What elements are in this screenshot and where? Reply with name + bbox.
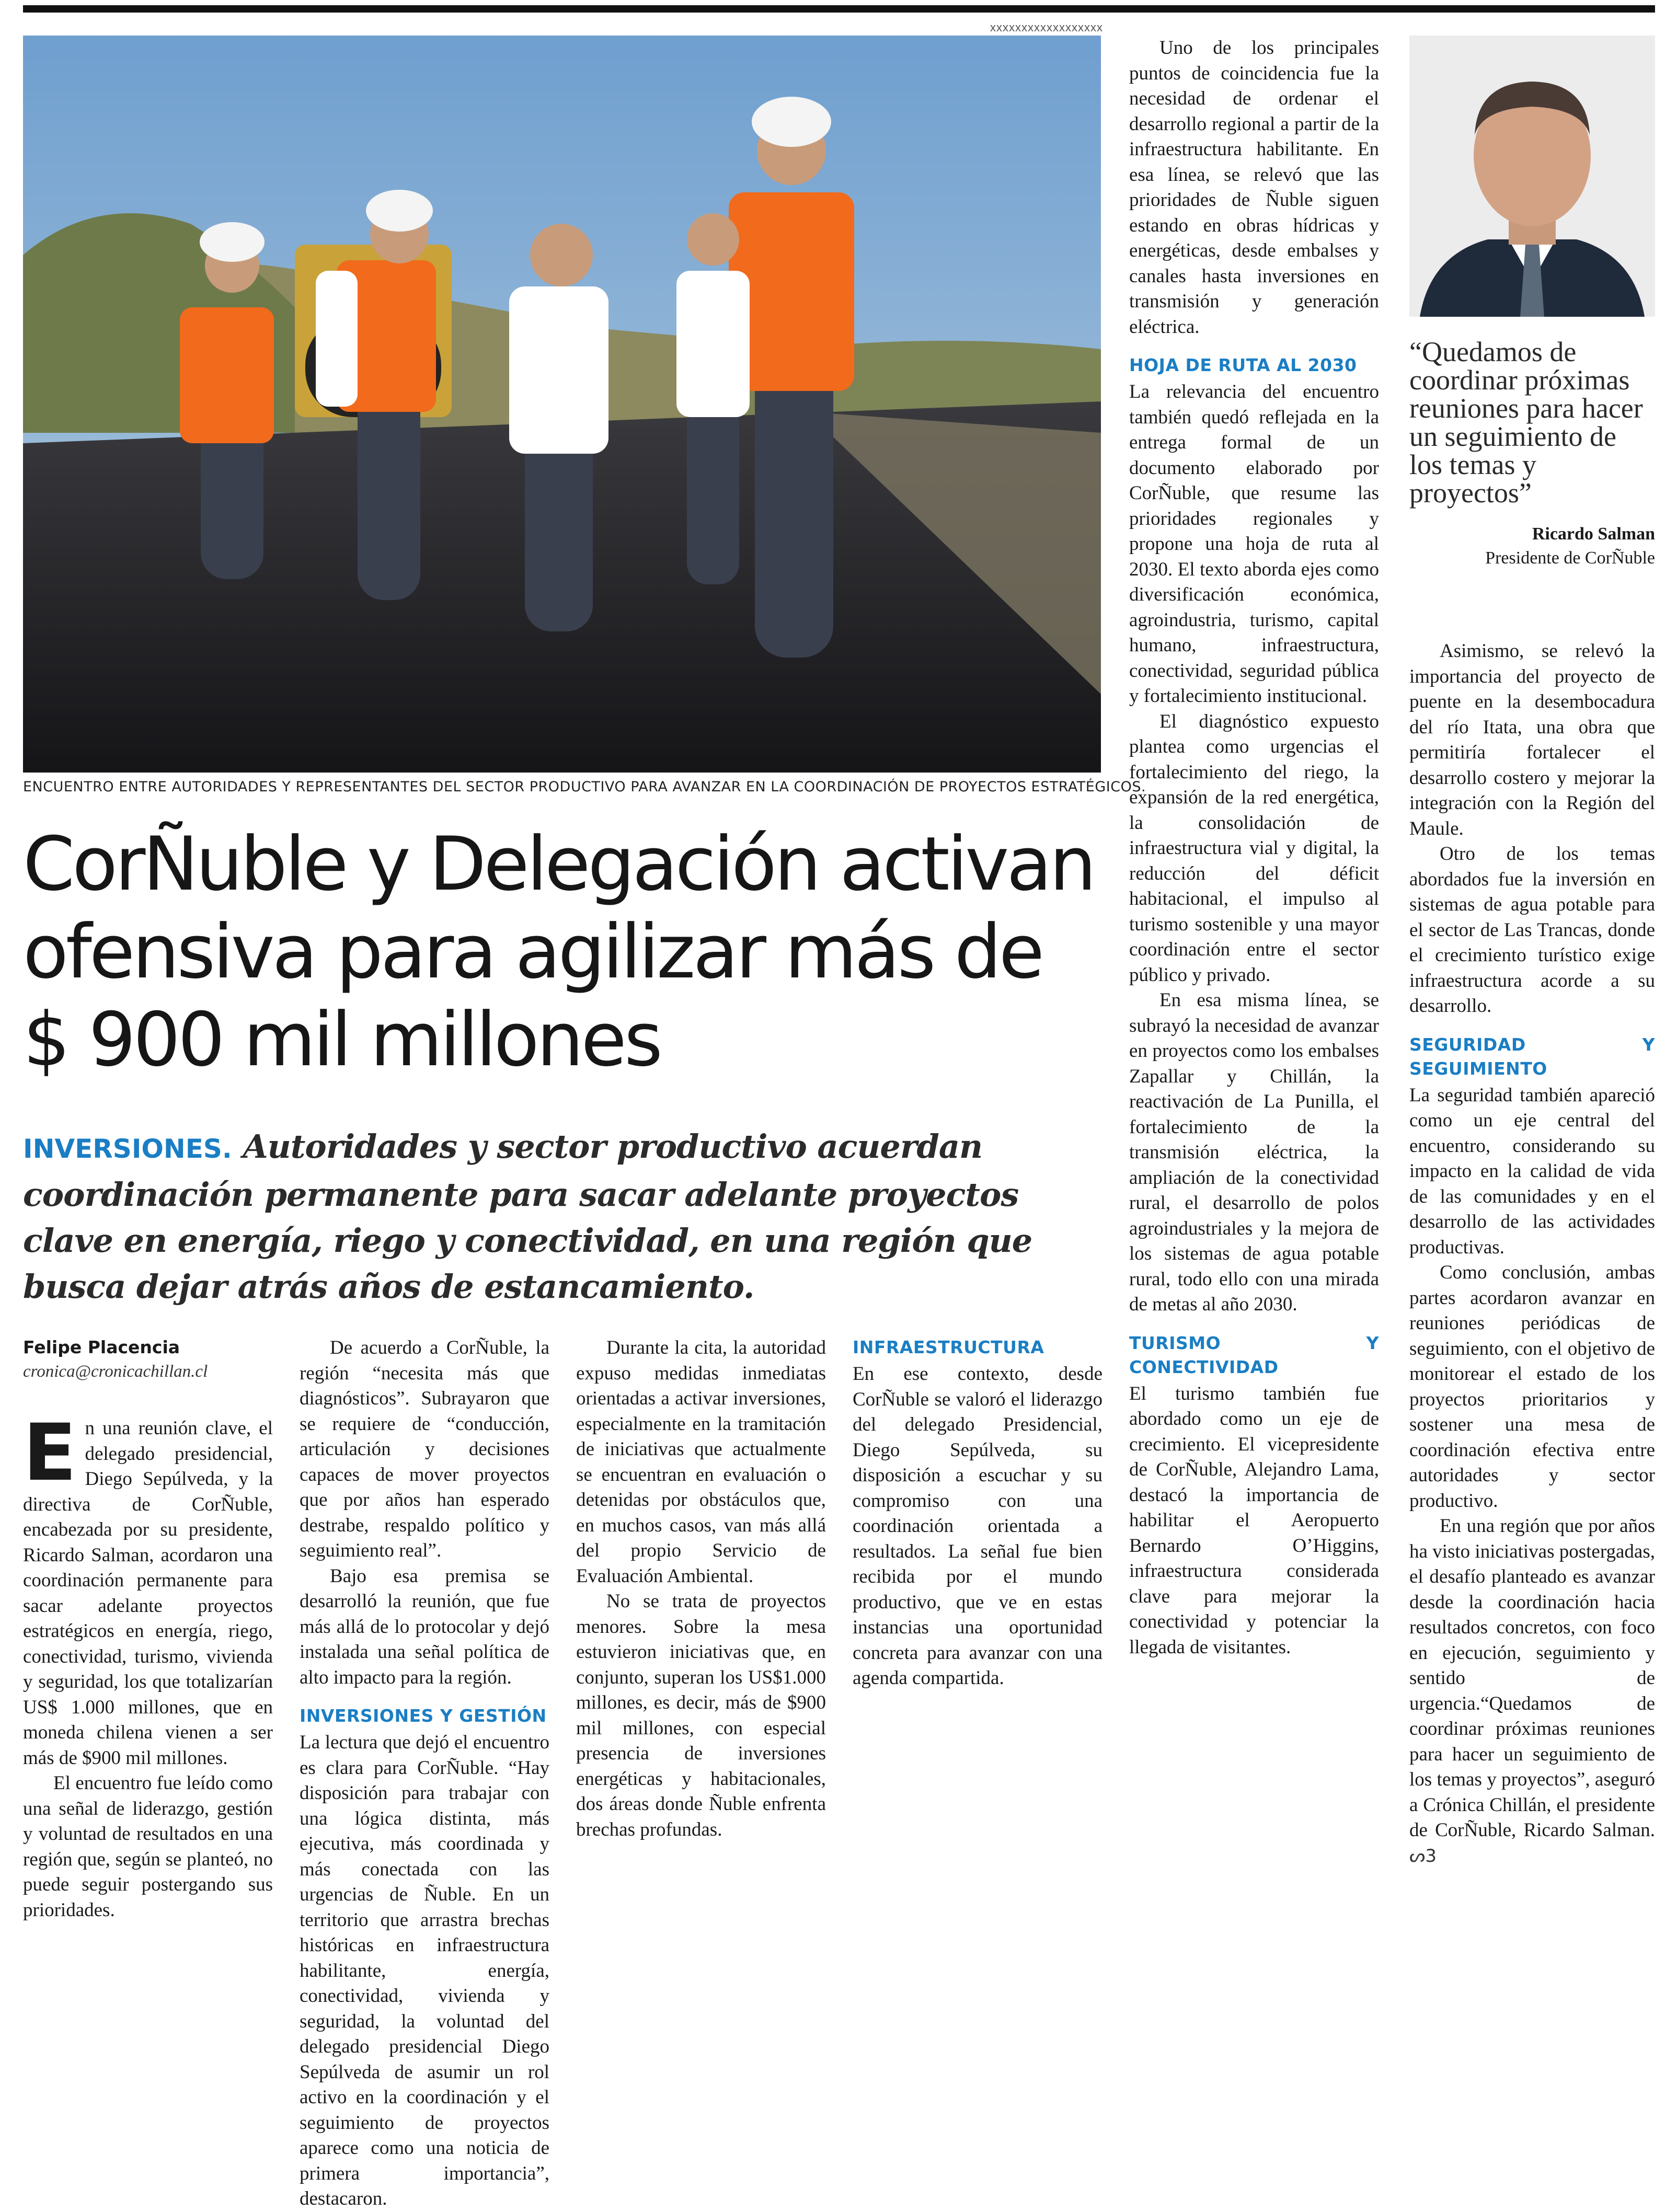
- byline-email: cronica@cronicachillan.cl: [23, 1362, 208, 1381]
- portrait-photo: [1409, 36, 1655, 317]
- deck: [23, 1124, 1069, 1310]
- paragraph: Asimismo, se relevó la importancia del proyecto de puente en la desembocadura del río Itata, una obra que permitiría fortalecer el desarrollo costero y mejorar la integración con la Región del Maule.: [1409, 640, 1655, 839]
- subhead-seguridad: SEGURIDAD Y SEGUIMIENTO: [1409, 1034, 1655, 1079]
- quote-role: Presidente de CorÑuble: [1485, 548, 1655, 568]
- paragraph: En una región que por años ha visto iniciativas postergadas, el desafío planteado es avanzar desde la coordinación hacia resultados concretos, con foco en ejecución, seguimiento y sentido de urgencia.“Quedamos de coordinar próximas reuniones para hacer un seguimiento de los temas y proyectos”, aseguró a Crónica Chillán, el presidente de CorÑuble, Ricardo Salman. ᔕ3: [1409, 1515, 1655, 1867]
- subhead-inversiones: INVERSIONES Y GESTIÓN: [300, 1706, 547, 1726]
- paragraph: La relevancia del encuentro también quedó reflejada en la entrega formal de un documento elaborado por CorÑuble, que resume las prioridades regionales y propone una hoja de ruta al 2030. El texto aborda ejes como diversificación económica, agroindustria, turismo, capital humano, infraestructura, conectividad, seguridad pública y fortalecimiento institucional.: [1129, 381, 1379, 707]
- deck-text: Autoridades y sector productivo acuerdan coordinación permanente para sacar adelante proyectos clave en energía, riego y conectividad, en una región que busca dejar atrás años de estancamiento.: [23, 1127, 1032, 1306]
- subhead-infraestructura: INFRAESTRUCTURA: [853, 1337, 1044, 1357]
- paragraph: Como conclusión, ambas partes acordaron avanzar en reuniones periódicas de seguimiento, con el objetivo de monitorear el estado de los proyectos prioritarios y sostener una mesa de coordinación efectiva entre autoridades y sector productivo.: [1409, 1262, 1655, 1512]
- paragraph: De acuerdo a CorÑuble, la región “necesita más que diagnósticos”. Subrayaron que se requiere de “conducción, articulación y decisiones capaces de mover proyectos que por años han esperado destrabe, respaldo político y seguimiento real”.: [300, 1337, 549, 1561]
- column-4: [853, 1335, 1102, 1691]
- top-rule: [23, 5, 1655, 13]
- paragraph: En una reunión clave, el delegado presidencial, Diego Sepúlveda, y la directiva de CorÑuble, encabezada por su presidente, Ricardo Salman, acordaron una coordinación permanente para sacar adelante proyectos estratégicos en energía, riego, conectividad, turismo, vivienda y seguridad, los que totalizarían US$ 1.000 millones, que en moneda chilena vienen a ser más de $900 mil millones.: [23, 1408, 273, 1769]
- portrait-illustration: [1409, 36, 1655, 317]
- headline: CorÑuble y Delegación activan ofensiva para agilizar más de $ 900 mil millones: [23, 821, 1094, 1083]
- paragraph: En ese contexto, desde CorÑuble se valoró el liderazgo del delegado Presidencial, Diego Sepúlveda, su disposición a escuchar y su compromiso con una coordinación orientada a resultados. La señal fue bien recibida por el mundo productivo, que ve en estas instancias una oportunidad concreta para avanzar con una agenda compartida.: [853, 1363, 1102, 1689]
- quote-name: Ricardo Salman: [1532, 524, 1655, 544]
- paragraph: La lectura que dejó el encuentro es clara para CorÑuble. “Hay disposición para trabajar con una lógica distinta, más ejecutiva, más coordinada y más conectada con las urgencias de Ñuble. En un territorio que arrastra brechas históricas en infraestructura habilitante, energía, conectividad, vivienda y seguridad, la voluntad del delegado presidencial Diego Sepúlveda de asumir un rol activo en la coordinación y el seguimiento de proyectos aparece como una noticia de primera importancia”, destacaron.: [300, 1732, 549, 2209]
- column-6: [1409, 639, 1655, 1869]
- kicker: INVERSIONES.: [23, 1134, 232, 1164]
- pull-quote: “Quedamos de coordinar próximas reuniones para hacer un seguimiento de los temas y proyectos”: [1409, 336, 1643, 509]
- end-mark-icon: ᔕ3: [1409, 1845, 1437, 1867]
- subhead-hoja-de-ruta: HOJA DE RUTA AL 2030: [1129, 355, 1357, 375]
- paragraph: La seguridad también apareció como un eje central del encuentro, considerando su impacto en la calidad de vida de las comunidades y en el desarrollo de las actividades productivas.: [1409, 1084, 1655, 1258]
- column-2: [300, 1335, 549, 2212]
- paragraph: Uno de los principales puntos de coincidencia fue la necesidad de ordenar el desarrollo regional a partir de la infraestructura habilitante. En esa línea, se relevó que las prioridades de Ñuble siguen estando en obras hídricas y energéticas, desde embalses y canales hasta inversiones en transmisión y generación eléctrica.: [1129, 37, 1379, 338]
- paragraph: El turismo también fue abordado como un eje de crecimiento. El vicepresidente de CorÑuble, Alejandro Lama, destacó la importancia de habilitar el Aeropuerto Bernardo O’Higgins, infraestructura considerada clave para mejorar la conectividad y potenciar la llegada de visitantes.: [1129, 1382, 1379, 1658]
- paragraph: No se trata de proyectos menores. Sobre la mesa estuvieron iniciativas que, en conjunto, superan los US$1.000 millones, es decir, más de $900 mil millones, con especial presencia de inversiones energéticas y habitacionales, dos áreas donde Ñuble enfrenta brechas profundas.: [576, 1591, 826, 1840]
- main-photo: [23, 36, 1101, 773]
- paragraph: El encuentro fue leído como una señal de liderazgo, gestión y voluntad de resultados en una región que, según se planteó, no puede seguir postergando sus prioridades.: [23, 1772, 273, 1921]
- photo-caption: ENCUENTRO ENTRE AUTORIDADES Y REPRESENTANTES DEL SECTOR PRODUCTIVO PARA AVANZAR EN LA COORDINACIÓN DE PROYECTOS ESTRATÉGICOS.: [23, 779, 1146, 795]
- subhead-turismo: TURISMO Y CONECTIVIDAD: [1129, 1332, 1379, 1377]
- column-3: [576, 1335, 826, 1842]
- photo-illustration: [23, 36, 1101, 773]
- page-slug: xxxxxxxxxxxxxxxxxx: [990, 21, 1103, 34]
- paragraph: Otro de los temas abordados fue la inversión en sistemas de agua potable para el sector de Las Trancas, donde el crecimiento turístico exige infraestructura acorde a su desarrollo.: [1409, 843, 1655, 1017]
- paragraph: Bajo esa premisa se desarrolló la reunión, que fue más allá de lo protocolar y dejó instalada una señal política de alto impacto para la región.: [300, 1565, 549, 1688]
- drop-cap: E: [23, 1408, 77, 1499]
- paragraph: En esa misma línea, se subrayó la necesidad de avanzar en proyectos como los embalses Zapallar y Chillán, la reactivación de La Punilla, el fortalecimiento de la transmisión eléctrica, la ampliación de la conectividad rural, el desarrollo de polos agroindustriales y la mejora de los sistemas de agua potable rural, todo ello con una mirada de metas al año 2030.: [1129, 989, 1379, 1315]
- byline-author: Felipe Placencia: [23, 1337, 180, 1357]
- paragraph: Durante la cita, la autoridad expuso medidas inmediatas orientadas a activar inversiones, especialmente en la tramitación de iniciativas que actualmente se encuentran en evaluación o detenidas por obstáculos que, en muchos casos, van más allá del propio Servicio de Evaluación Ambiental.: [576, 1337, 826, 1587]
- column-1: [23, 1335, 273, 1923]
- column-5: [1129, 36, 1379, 1660]
- paragraph: El diagnóstico expuesto plantea como urgencias el fortalecimiento del riego, la expansión de la red energética, la consolidación de infraestructura vial y digital, la reducción del déficit habitacional, el impulso al turismo sostenible y una mayor coordinación entre el sector público y privado.: [1129, 710, 1379, 986]
